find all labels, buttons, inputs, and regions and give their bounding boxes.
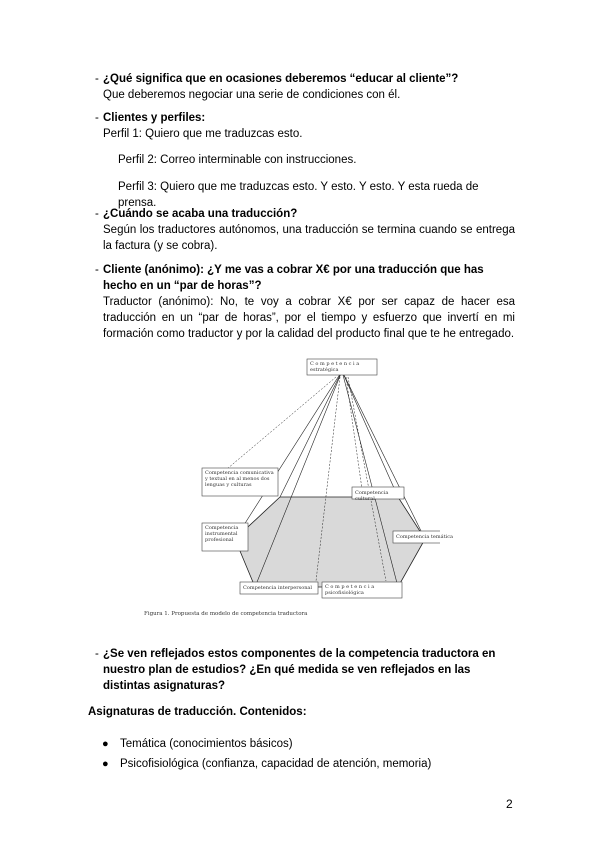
- label-comunicativa: Competencia comunicativa y textual en al menos dos lenguas y culturas: [205, 470, 274, 488]
- list-dash: -: [95, 264, 99, 276]
- section-clientes-perfiles: [95, 110, 515, 142]
- answer: Según los traductores autónomos, una traducción se termina cuando se entrega la factura (y se cobra).: [103, 224, 515, 252]
- section-cliente-anonimo: [95, 262, 515, 342]
- label-estrategica: C o m p e t e n c i a estratégica: [310, 361, 360, 373]
- list-item: ● Temática (conocimientos básicos): [102, 738, 293, 750]
- content-list: [100, 736, 431, 776]
- question: ¿Cuándo se acaba una traducción?: [103, 208, 298, 220]
- list-item: ● Psicofisiológica (confianza, capacidad de atención, memoria): [102, 758, 432, 770]
- label-tematica: Competencia temática: [396, 534, 453, 540]
- bullet-icon: ●: [102, 758, 109, 770]
- question: ¿Qué significa que en ocasiones deberemos “educar al cliente”?: [103, 73, 459, 85]
- competence-model-figure: [140, 355, 453, 625]
- page-number: 2: [506, 797, 513, 811]
- label-cultural: Competencia cultural: [355, 490, 389, 502]
- question: Cliente (anónimo): ¿Y me vas a cobrar X€ por una traducción que has hecho en un “par de horas”?: [103, 264, 484, 292]
- edge-line: [280, 371, 342, 497]
- label-psicofisiologica: C o m p e t e n c i a psicofisiológica: [325, 584, 375, 596]
- perfil-3: Perfil 3: Quiero que me traduzcas esto. Y esto. Y esto. Y esta rueda de prensa.: [118, 181, 479, 209]
- answer-perfil-1: Perfil 1: Quiero que me traduzcas esto.: [103, 128, 303, 140]
- section-educar-cliente: [95, 71, 515, 103]
- answer: Traductor (anónimo): No, te voy a cobrar X€ por ser capaz de hacer esa traducción en un “par de horas”, por el tiempo y esfuerzo que invertí en mi formación como traductor y por la calidad del producto final que te he entregado.: [103, 296, 515, 340]
- dashed-link: [346, 377, 362, 489]
- section-cuando-acaba: [95, 206, 515, 254]
- figure-caption: Figura 1. Propuesta de modelo de competencia traductora: [144, 611, 308, 617]
- list-dash: -: [95, 73, 99, 85]
- section-plan-estudios: [95, 646, 515, 694]
- list-dash: -: [95, 208, 99, 220]
- list-dash: -: [95, 112, 99, 124]
- label-interpersonal: Competencia interpersonal: [243, 585, 312, 591]
- label-instrumental: Competencia instrumental profesional: [205, 525, 239, 543]
- question: ¿Se ven reflejados estos componentes de la competencia traductora en nuestro plan de estudios? ¿En qué medida se ven reflejados en las distintas asignaturas?: [103, 648, 496, 692]
- question: Clientes y perfiles:: [103, 112, 206, 124]
- section-heading: Asignaturas de traducción. Contenidos:: [88, 706, 307, 718]
- perfil-2: Perfil 2: Correo interminable con instrucciones.: [118, 154, 357, 166]
- list-dash: -: [95, 648, 99, 660]
- bullet-icon: ●: [102, 738, 109, 750]
- answer: Que deberemos negociar una serie de condiciones con él.: [103, 89, 401, 101]
